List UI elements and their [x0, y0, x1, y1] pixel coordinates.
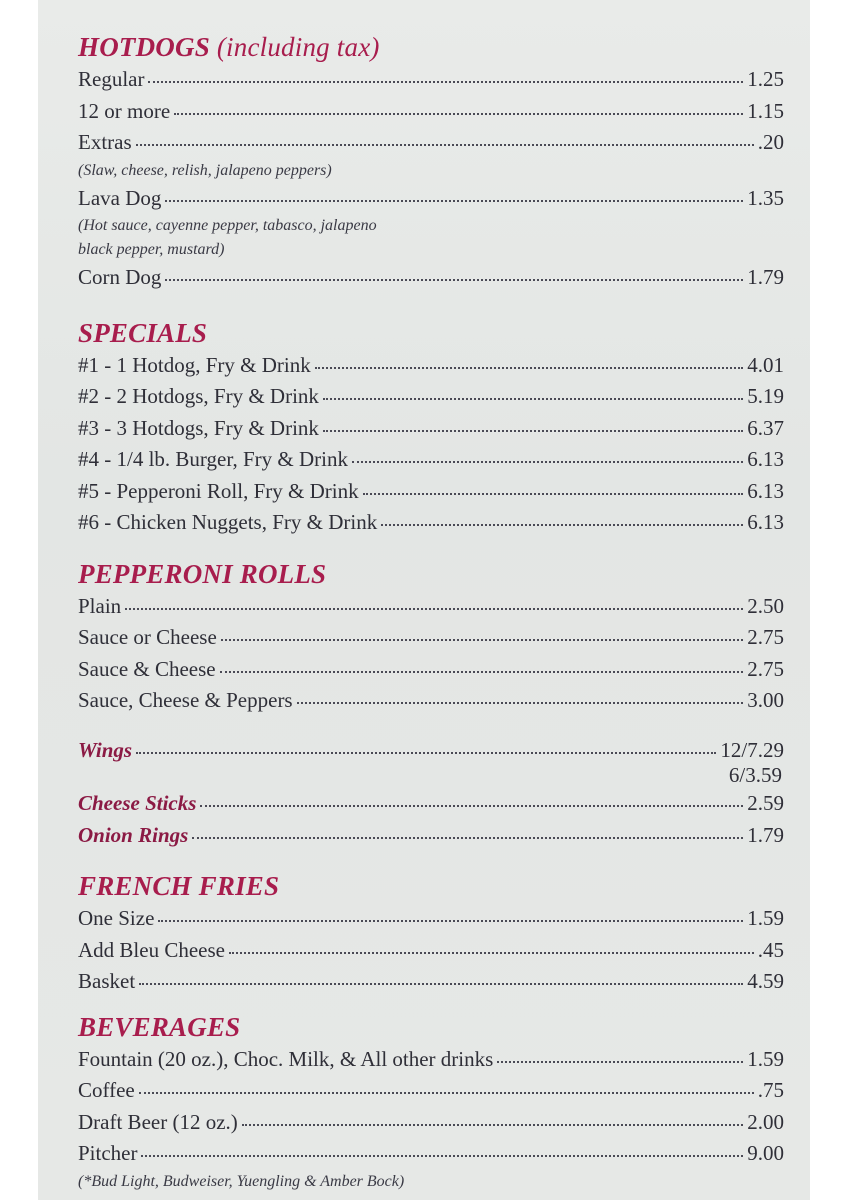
item-price: 1.79: [747, 265, 784, 289]
dot-leader: [158, 920, 743, 922]
item-name: Add Bleu Cheese: [78, 937, 225, 962]
dot-leader: [136, 752, 716, 754]
section-title-hotdogs: [78, 30, 784, 64]
item-name: Corn Dog: [78, 265, 162, 289]
item-name: Pitcher: [78, 1141, 138, 1165]
section-hotdogs: [78, 30, 784, 294]
item-price: 1.79: [747, 822, 784, 847]
item-price: 1.25: [747, 67, 784, 91]
item-name: Plain: [78, 593, 122, 618]
item-price: 4.59: [747, 969, 784, 993]
menu-page: [38, 0, 810, 1200]
section-spacer: [78, 998, 784, 1010]
section-spacer: [78, 851, 784, 869]
menu-item-special-3: [78, 413, 784, 445]
item-price: 2.50: [747, 593, 784, 618]
dot-leader: [174, 113, 743, 115]
item-name: Extras: [78, 130, 132, 154]
item-price: .20: [757, 130, 784, 154]
menu-item-special-4: [78, 444, 784, 476]
item-price: 6.13: [747, 447, 784, 471]
item-price: 2.75: [747, 625, 784, 649]
menu-item-sauce-and-cheese: [78, 654, 784, 686]
dot-leader: [323, 430, 743, 432]
menu-item-pitcher: [78, 1138, 784, 1170]
item-price: 1.15: [747, 98, 784, 123]
item-price: .45: [757, 937, 784, 962]
item-price: 9.00: [747, 1141, 784, 1165]
item-price: .75: [757, 1078, 784, 1102]
item-price: 5.19: [747, 384, 784, 408]
item-name: #5 - Pepperoni Roll, Fry & Drink: [78, 478, 359, 503]
item-price: 12/7.29: [720, 737, 784, 762]
menu-item-special-1: [78, 350, 784, 382]
item-price: 2.75: [747, 656, 784, 681]
item-price: 4.01: [747, 352, 784, 377]
hotdogs-subtitle: (including tax): [216, 32, 380, 62]
menu-item-plain: [78, 591, 784, 623]
item-name: #4 - 1/4 lb. Burger, Fry & Drink: [78, 447, 349, 471]
item-price: 6.13: [747, 510, 784, 534]
section-sides: [78, 735, 784, 852]
item-name: #6 - Chicken Nuggets, Fry & Drink: [78, 510, 378, 534]
item-price: 6.37: [747, 415, 784, 440]
section-title-beverages: BEVERAGES: [78, 1011, 241, 1042]
menu-item-one-size: [78, 903, 784, 935]
item-price: 3.00: [747, 688, 784, 712]
item-name: Fountain (20 oz.), Choc. Milk, & All other drinks: [78, 1046, 494, 1071]
item-price: 2.59: [747, 791, 784, 815]
menu-item-cheese-sticks: [78, 788, 784, 820]
menu-item-extras: [78, 127, 784, 159]
dot-leader: [352, 461, 743, 463]
dot-leader: [381, 524, 743, 526]
section-pepperoni-rolls: [78, 557, 784, 717]
item-note-lava-dog: (Hot sauce, cayenne pepper, tabasco, jalapeno: [78, 217, 377, 234]
dot-leader: [192, 837, 743, 839]
section-spacer: [78, 717, 784, 735]
item-name: Coffee: [78, 1078, 135, 1102]
menu-item-special-5: [78, 476, 784, 508]
item-name: 12 or more: [78, 98, 171, 123]
menu-item-corn-dog: [78, 262, 784, 294]
item-name: Sauce, Cheese & Peppers: [78, 688, 293, 712]
item-name: Sauce or Cheese: [78, 625, 217, 649]
dot-leader: [315, 367, 744, 369]
section-french-fries: [78, 869, 784, 998]
menu-item-lava-dog: [78, 183, 784, 215]
section-spacer: [78, 294, 784, 316]
menu-item-12-or-more: [78, 96, 784, 128]
dot-leader: [148, 81, 743, 83]
item-price: 1.59: [747, 1046, 784, 1071]
dot-leader: [220, 671, 744, 673]
menu-content: [78, 30, 784, 1194]
item-name: Draft Beer (12 oz.): [78, 1109, 238, 1134]
menu-item-add-bleu-cheese: [78, 935, 784, 967]
dot-leader: [139, 1092, 754, 1094]
menu-item-sauce-cheese-peppers: [78, 685, 784, 717]
item-name: Sauce & Cheese: [78, 656, 216, 681]
item-name: Lava Dog: [78, 185, 162, 210]
dot-leader: [229, 952, 754, 954]
section-title-french-fries: FRENCH FRIES: [78, 871, 280, 901]
dot-leader: [242, 1124, 743, 1126]
dot-leader: [125, 608, 743, 610]
menu-item-special-2: [78, 381, 784, 413]
dot-leader: [139, 983, 743, 985]
item-name: #2 - 2 Hotdogs, Fry & Drink: [78, 384, 319, 408]
section-specials: [78, 316, 784, 539]
item-price: 1.59: [747, 906, 784, 930]
item-name: Regular: [78, 67, 145, 91]
dot-leader: [200, 805, 743, 807]
dot-leader: [323, 398, 743, 400]
menu-item-special-6: [78, 507, 784, 539]
dot-leader: [297, 702, 744, 704]
item-name: Basket: [78, 969, 136, 993]
section-title-pepperoni-rolls: PEPPERONI ROLLS: [78, 558, 327, 589]
section-spacer: [78, 539, 784, 557]
menu-item-basket: [78, 966, 784, 998]
item-price: 1.35: [747, 185, 784, 210]
item-name: Wings: [78, 737, 133, 762]
hotdogs-title: HOTDOGS: [78, 32, 210, 62]
dot-leader: [136, 144, 754, 146]
menu-item-fountain: [78, 1044, 784, 1076]
menu-item-coffee: [78, 1075, 784, 1107]
section-beverages: [78, 1010, 784, 1194]
dot-leader: [165, 200, 743, 202]
menu-item-sauce-or-cheese: [78, 622, 784, 654]
item-name: #3 - 3 Hotdogs, Fry & Drink: [78, 415, 319, 440]
item-name: Onion Rings: [78, 822, 189, 847]
item-price: 6.13: [747, 478, 784, 503]
dot-leader: [497, 1061, 743, 1063]
menu-item-regular: [78, 64, 784, 96]
item-price: 2.00: [747, 1109, 784, 1134]
dot-leader: [141, 1155, 743, 1157]
item-note-lava-dog-cont: black pepper, mustard): [78, 241, 225, 258]
dot-leader: [165, 279, 743, 281]
item-name: One Size: [78, 906, 155, 930]
menu-item-onion-rings: [78, 820, 784, 852]
item-note-extras: (Slaw, cheese, relish, jalapeno peppers): [78, 161, 332, 179]
menu-item-draft-beer: [78, 1107, 784, 1139]
dot-leader: [363, 493, 744, 495]
beverages-footnote: (*Bud Light, Budweiser, Yuengling & Amber Bock): [78, 1172, 405, 1190]
item-name: #1 - 1 Hotdog, Fry & Drink: [78, 352, 311, 377]
item-name: Cheese Sticks: [78, 791, 197, 815]
section-title-specials: SPECIALS: [78, 317, 208, 348]
item-price-secondary: 6/3.59: [728, 763, 782, 787]
dot-leader: [221, 639, 743, 641]
